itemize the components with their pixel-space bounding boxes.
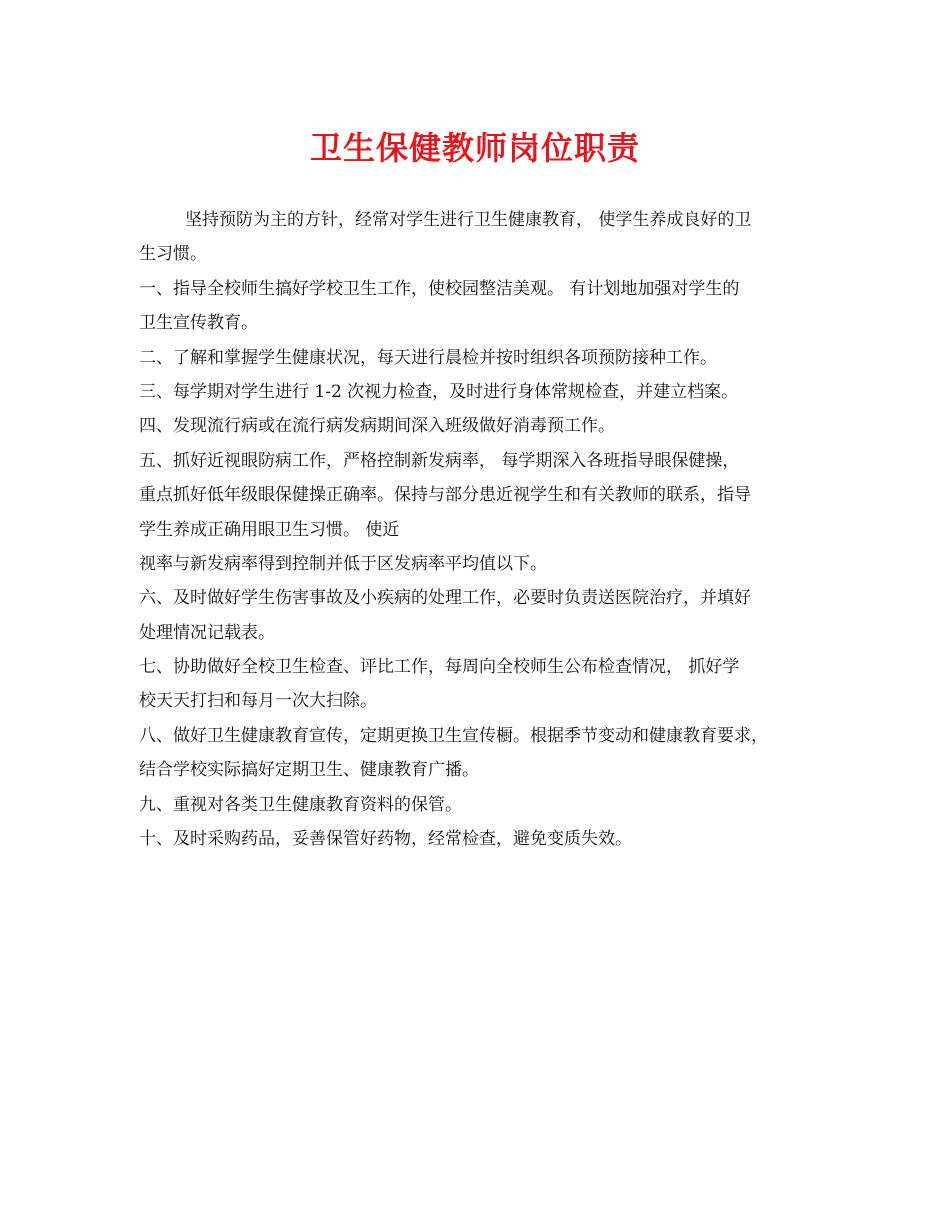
paragraph-line: 一、指导全校师生搞好学校卫生工作，使校园整洁美观。 有计划地加强对学生的 (139, 278, 740, 299)
paragraph-line: 坚持预防为主的方针，经常对学生进行卫生健康教育， 使学生养成良好的卫 (185, 210, 752, 230)
paragraph-line: 四、发现流行病或在流行病发病期间深入班级做好消毒预工作。 (139, 416, 615, 437)
paragraph-line: 结合学校实际搞好定期卫生、健康教育广播。 (139, 760, 479, 781)
paragraph-line: 重点抓好低年级眼保健操正确率。保持与部分患近视学生和有关教师的联系，指导 (139, 485, 751, 506)
paragraph-line: 学生养成正确用眼卫生习惯。 使近 (139, 519, 400, 540)
paragraph-line: 六、及时做好学生伤害事故及小疾病的处理工作，必要时负责送医院治疗，并填好 (139, 588, 751, 609)
paragraph-line: 二、了解和掌握学生健康状况，每天进行晨检并按时组织各项预防接种工作。 (139, 347, 717, 368)
document-title: 卫生保健教师岗位职责 (309, 129, 640, 167)
paragraph-line: 七、协助做好全校卫生检查、评比工作，每周向全校师生公布检查情况， 抓好学 (139, 657, 740, 678)
paragraph-line: 生习惯。 (139, 244, 207, 265)
paragraph-line: 校天天打扫和每月一次大扫除。 (139, 691, 377, 712)
paragraph-line: 卫生宣传教育。 (139, 313, 258, 334)
paragraph-line: 九、重视对各类卫生健康教育资料的保管。 (139, 794, 462, 815)
paragraph-line: 三、每学期对学生进行 1-2 次视力检查，及时进行身体常规检查，并建立档案。 (139, 381, 739, 402)
paragraph-line: 视率与新发病率得到控制并低于区发病率平均值以下。 (139, 553, 547, 574)
paragraph-line: 八、做好卫生健康教育宣传，定期更换卫生宣传橱。根据季节变动和健康教育要求， (139, 725, 768, 746)
paragraph-line: 十、及时采购药品，妥善保管好药物，经常检查，避免变质失效。 (139, 829, 632, 850)
paragraph-line: 处理情况记载表。 (139, 622, 275, 643)
paragraph-line: 五、抓好近视眼防病工作，严格控制新发病率， 每学期深入各班指导眼保健操， (139, 450, 740, 471)
document-body (139, 203, 839, 856)
